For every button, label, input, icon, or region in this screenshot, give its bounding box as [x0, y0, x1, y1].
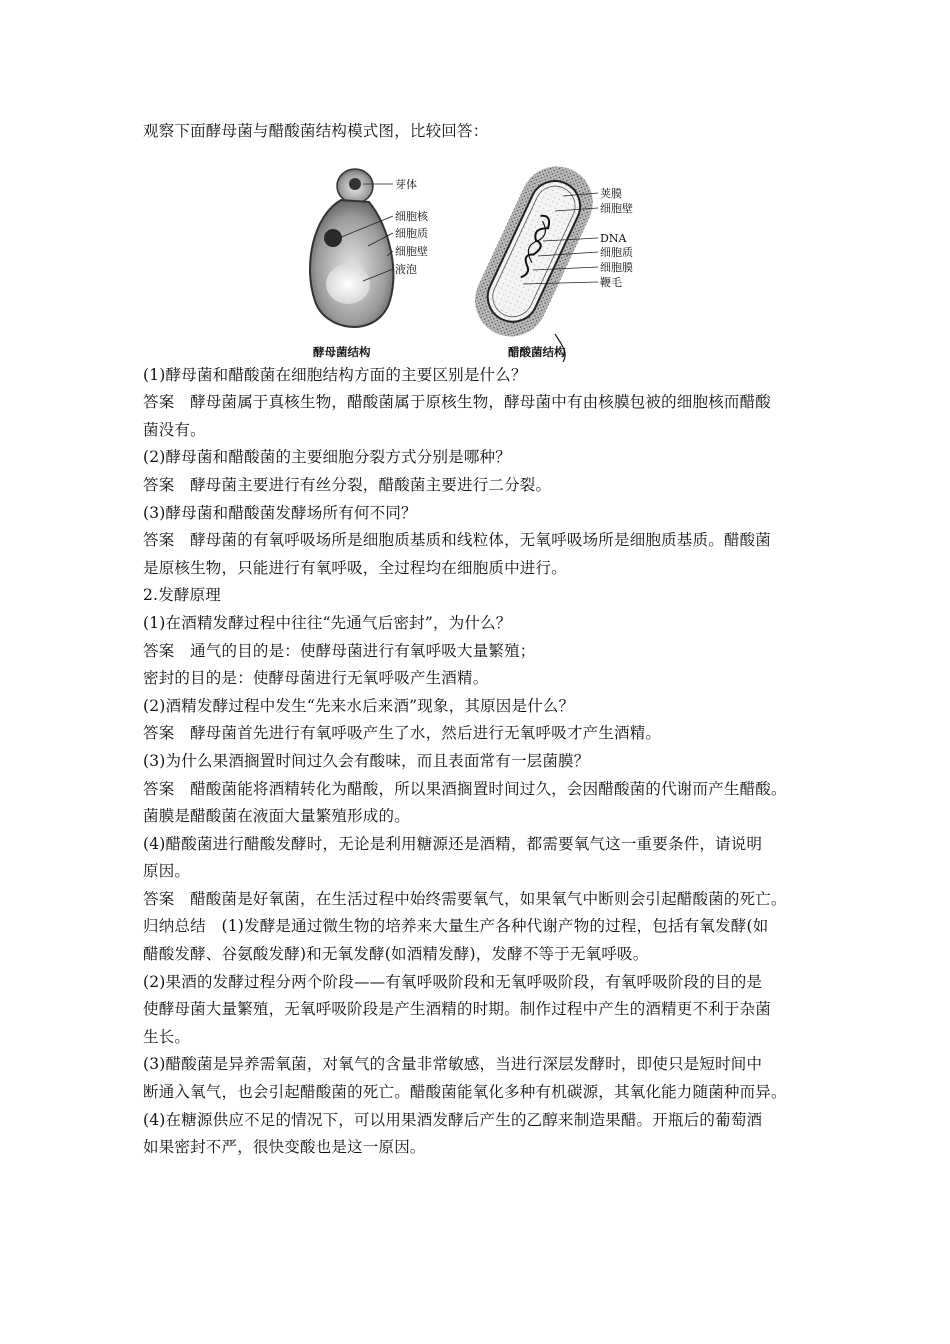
aceto-label-cytoplasm: 细胞质 [600, 245, 633, 259]
text-line: 使酵母菌大量繁殖，无氧呼吸阶段是产生酒精的时期。制作过程中产生的酒精更不利于杂菌 [143, 1000, 772, 1019]
text-line: 如果密封不严，很快变酸也是这一原因。 [143, 1138, 426, 1157]
text-line: (3)醋酸菌是异养需氧菌，对氧气的含量非常敏感，当进行深层发酵时，即使只是短时间中 [143, 1055, 763, 1074]
text-line: (2)酵母菌和醋酸菌的主要细胞分裂方式分别是哪种？ [143, 448, 511, 467]
text-line: (2)果酒的发酵过程分两个阶段——有氧呼吸阶段和无氧呼吸阶段，有氧呼吸阶段的目的是 [143, 972, 763, 991]
yeast-label-cell-wall: 细胞壁 [395, 244, 428, 258]
text-line: 2.发酵原理 [143, 586, 221, 605]
text-line: (3)酵母菌和醋酸菌发酵场所有何不同？ [143, 503, 417, 522]
text-line: (2)酒精发酵过程中发生“先来水后来酒”现象，其原因是什么？ [143, 696, 575, 715]
aceto-label-cell-wall: 细胞壁 [600, 201, 633, 215]
text-line: 答案 酵母菌主要进行有丝分裂，醋酸菌主要进行二分裂。 [143, 475, 552, 494]
text-line: 生长。 [143, 1027, 191, 1046]
cell-diagrams [293, 156, 633, 362]
text-line: 答案 酵母菌首先进行有氧呼吸产生了水，然后进行无氧呼吸才产生酒精。 [143, 724, 662, 743]
text-line: (1)在酒精发酵过程中往往“先通气后密封”，为什么？ [143, 613, 512, 632]
text-line: 醋酸发酵、谷氨酸发酵)和无氧发酵(如酒精发酵)，发酵不等于无氧呼吸。 [143, 945, 649, 964]
yeast-label-nucleus: 细胞核 [395, 209, 428, 223]
yeast-label-bud: 芽体 [395, 177, 417, 191]
intro-line: 观察下面酵母菌与醋酸菌结构模式图，比较回答： [143, 122, 489, 140]
text-line: (4)在糖源供应不足的情况下，可以用果酒发酵后产生的乙醇来制造果醋。开瓶后的葡萄酒 [143, 1110, 763, 1129]
text-line: 答案 醋酸菌是好氧菌，在生活过程中始终需要氧气，如果氧气中断则会引起醋酸菌的死亡。 [143, 889, 787, 908]
aceto-label-flagellum: 鞭毛 [600, 275, 622, 289]
yeast-label-cytoplasm: 细胞质 [395, 226, 428, 240]
acetobacter-caption: 醋酸菌结构 [508, 344, 566, 359]
text-line: 断通入氧气，也会引起醋酸菌的死亡。醋酸菌能氧化多种有机碳源，其氧化能力随菌种而异。 [143, 1083, 787, 1102]
text-line: 密封的目的是：使酵母菌进行无氧呼吸产生酒精。 [143, 669, 489, 688]
text-line: (3)为什么果酒搁置时间过久会有酸味，而且表面常有一层菌膜？ [143, 751, 590, 770]
text-line: 答案 醋酸菌能将酒精转化为醋酸，所以果酒搁置时间过久，会因醋酸菌的代谢而产生醋酸。 [143, 779, 787, 798]
acetobacter-diagram [463, 156, 633, 362]
aceto-label-membrane: 细胞膜 [600, 260, 633, 274]
aceto-label-capsule: 荚膜 [600, 186, 622, 200]
text-line: 原因。 [143, 862, 191, 881]
text-line: (4)醋酸菌进行醋酸发酵时，无论是利用糖源还是酒精，都需要氧气这一重要条件，请说明 [143, 834, 763, 853]
cell-structure-figure [143, 156, 815, 362]
yeast-diagram [310, 169, 429, 359]
text-line: 菌没有。 [143, 420, 206, 439]
text-line: 是原核生物，只能进行有氧呼吸，全过程均在细胞质中进行。 [143, 558, 567, 577]
document-page [143, 118, 815, 1162]
text-line: 答案 酵母菌的有氧呼吸场所是细胞质基质和线粒体，无氧呼吸场所是细胞质基质。醋酸菌 [143, 531, 772, 550]
yeast-cell-body [310, 200, 393, 327]
text-line: 答案 酵母菌属于真核生物，醋酸菌属于原核生物，酵母菌中有由核膜包被的细胞核而醋酸 [143, 393, 772, 412]
text-line: 归纳总结 (1)发酵是通过微生物的培养来大量生产各种代谢产物的过程，包括有氧发酵(如 [143, 917, 769, 936]
yeast-caption: 酵母菌结构 [313, 344, 371, 359]
aceto-label-dna: DNA [600, 231, 627, 245]
text-line: 答案 通气的目的是：使酵母菌进行有氧呼吸大量繁殖； [143, 641, 536, 660]
text-line: 菌膜是醋酸菌在液面大量繁殖形成的。 [143, 807, 410, 826]
body-text [143, 362, 815, 1162]
yeast-vacuole [326, 264, 370, 304]
yeast-label-vacuole: 液泡 [395, 262, 417, 276]
text-line: (1)酵母菌和醋酸菌在细胞结构方面的主要区别是什么？ [143, 365, 527, 384]
